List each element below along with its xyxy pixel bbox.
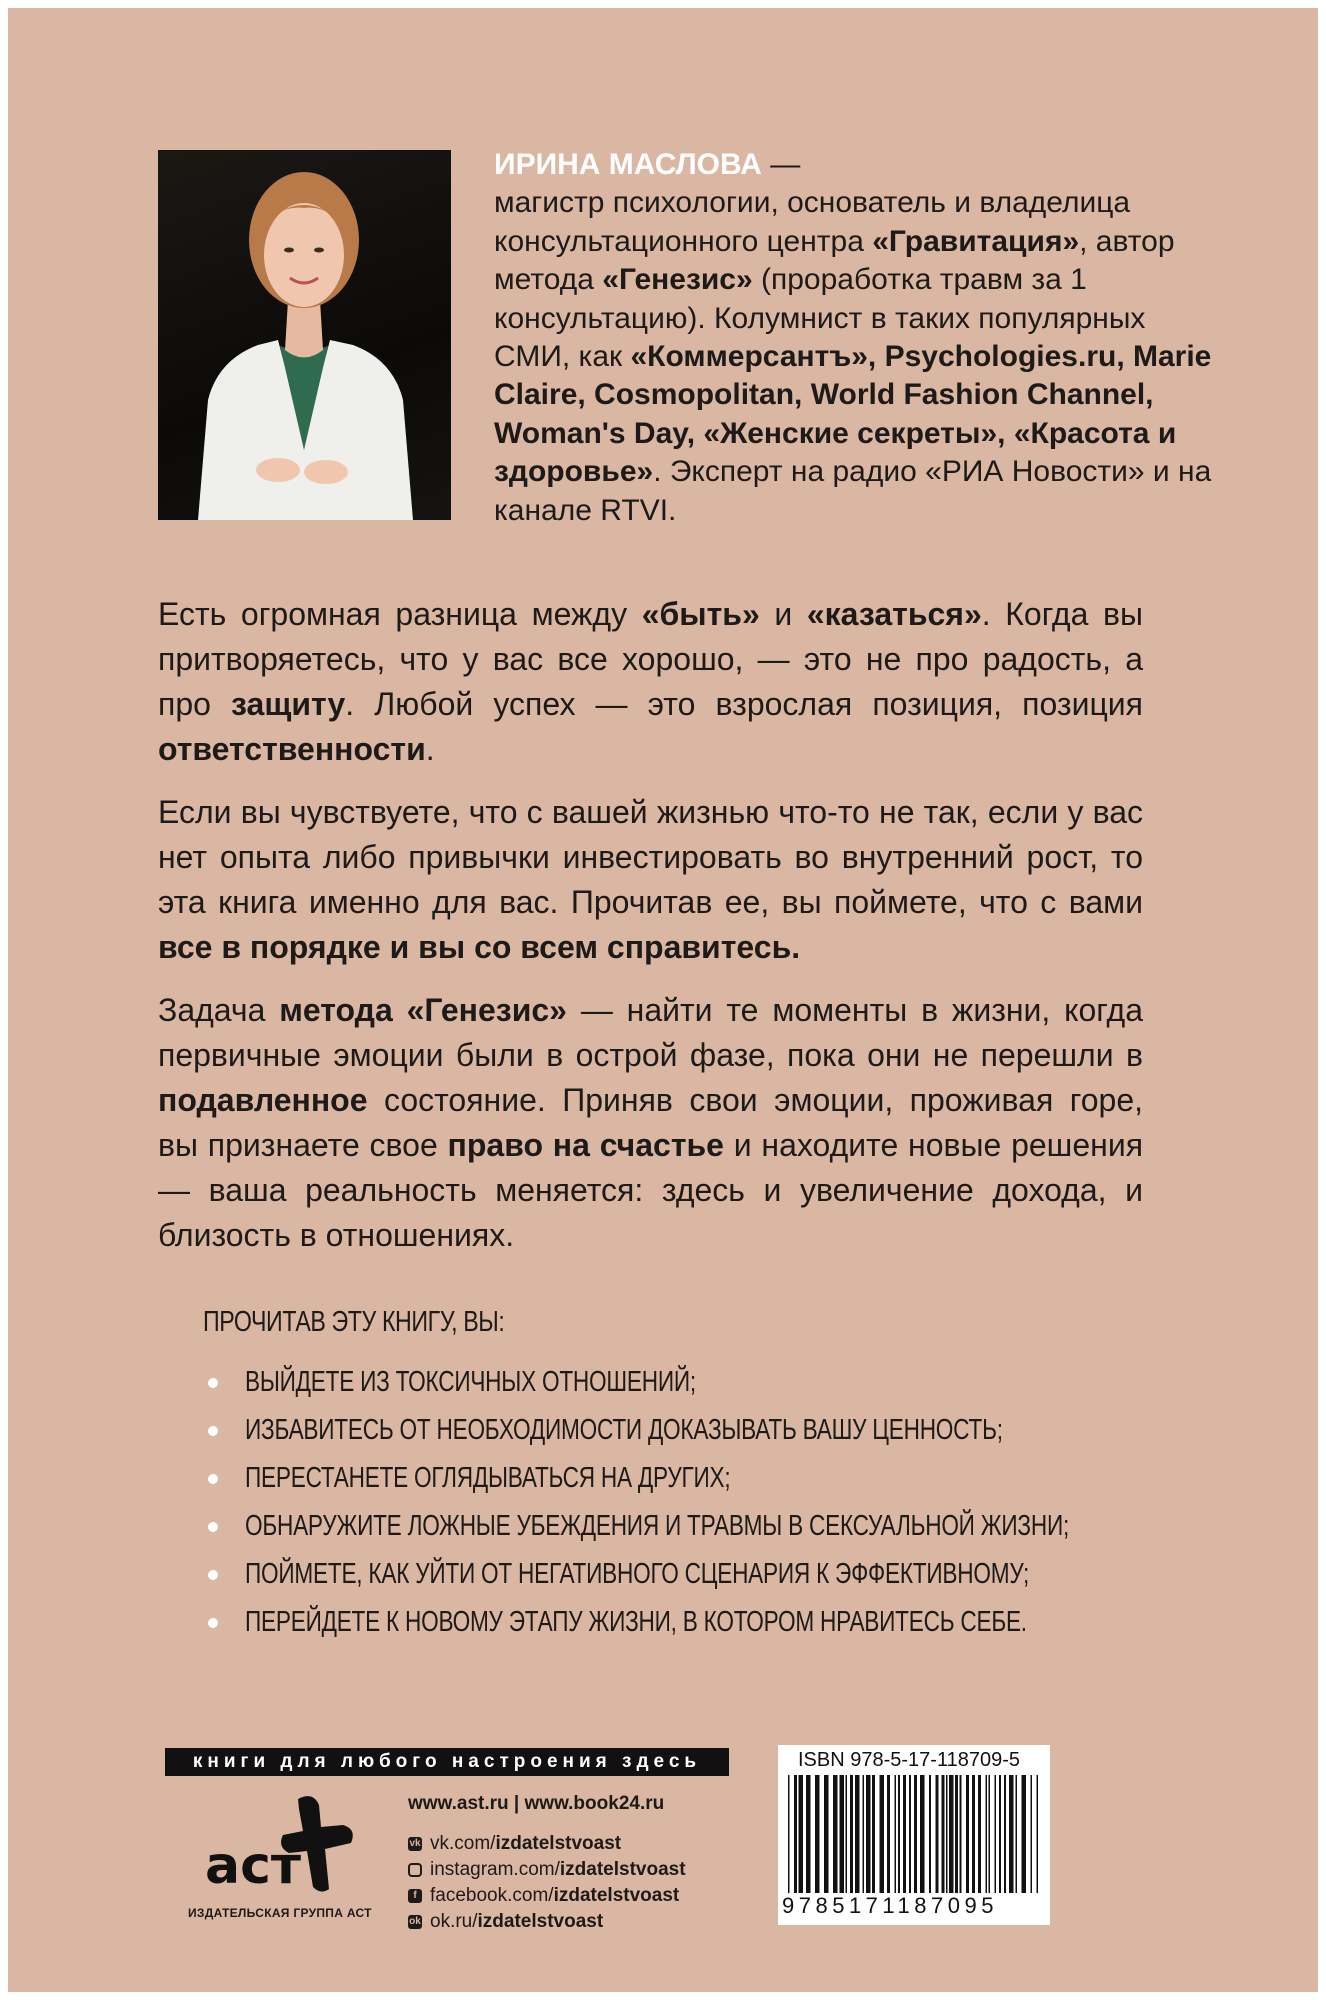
paragraph-2-run-1: все в порядке и вы со всем справитесь. <box>158 929 801 965</box>
barcode-bar <box>806 1775 811 1893</box>
author-photo <box>158 150 451 520</box>
barcode-bar <box>972 1775 975 1893</box>
barcode-bar <box>909 1775 911 1893</box>
barcode-bar <box>903 1775 906 1893</box>
social-link[interactable] <box>408 1831 686 1857</box>
paragraph-1-run-8: . <box>425 731 435 767</box>
barcode-bar <box>920 1775 925 1893</box>
barcode-bar <box>895 1775 897 1893</box>
barcode-bar <box>942 1775 945 1893</box>
author-portrait-illustration <box>158 150 451 520</box>
barcode-bar <box>1037 1775 1039 1893</box>
paragraph-2-run-0: Если вы чувствуете, что с вашей жизнью что-то не так, если у вас нет опыта либо привычки инвестировать во внутренний рост, то эта книга именно для вас. Прочитав ее, вы поймете, что с вами <box>158 794 1143 920</box>
paragraph-1-run-4: . Когда вы притворяетесь, что у вас все хорошо, — это не про радость, а про <box>158 596 1144 722</box>
barcode-bar <box>986 1775 988 1893</box>
bio-run-4: (проработка травм за 1 консультацию). Колумнист в таких популярных СМИ, как <box>494 263 1146 374</box>
barcode-bar <box>840 1775 845 1893</box>
paragraph-3-run-1: метода «Генезис» <box>279 992 567 1028</box>
barcode-bar <box>788 1775 790 1893</box>
barcode-bar <box>946 1775 948 1893</box>
bullet-icon <box>208 1618 218 1628</box>
paragraph-3-run-3: подавленное <box>158 1082 368 1118</box>
book-back-cover <box>8 8 1318 1992</box>
barcode-bar <box>936 1775 939 1893</box>
instagram-icon <box>408 1863 422 1877</box>
isbn-label: ISBN 978-5-17-118709-5 <box>798 1749 1020 1771</box>
barcode-digits: 9785171187095 <box>782 1893 998 1918</box>
paragraph-3-run-2: — найти те моменты в жизни, когда первичные эмоции были в острой фазе, пока они не перешли в <box>158 992 1144 1073</box>
paragraph-3-run-4: состояние. Приняв свои эмоции, проживая горе, вы признаете свое <box>158 1082 1143 1163</box>
barcode-bar <box>1016 1775 1018 1893</box>
barcode-bar <box>999 1775 1001 1893</box>
paragraph-1-run-3: «казаться» <box>806 596 982 632</box>
benefit-text: ОБНАРУЖИТЕ ЛОЖНЫЕ УБЕЖДЕНИЯ И ТРАВМЫ В СЕКСУАЛЬНОЙ ЖИЗНИ; <box>245 1510 1070 1542</box>
facebook-icon: f <box>408 1889 422 1903</box>
barcode-bar <box>1004 1775 1006 1893</box>
barcode-bar <box>1022 1775 1027 1893</box>
social-handle: izdatelstvoast <box>495 1833 622 1854</box>
bio-run-3: «Генезис» <box>602 263 753 297</box>
barcode-bar <box>1009 1775 1014 1893</box>
barcode-bar <box>989 1775 991 1893</box>
paragraph-3-run-5: право на счастье <box>447 1127 724 1163</box>
social-link[interactable] <box>408 1909 686 1935</box>
ast-logo <box>203 1791 363 1896</box>
barcode-bar <box>880 1775 885 1893</box>
barcode-bar <box>1031 1775 1033 1893</box>
social-link[interactable] <box>408 1857 686 1883</box>
publisher-social-links <box>408 1831 686 1935</box>
barcode-bar <box>966 1775 969 1893</box>
barcode-bar <box>815 1775 820 1893</box>
benefits-title: ПРОЧИТАВ ЭТУ КНИГУ, ВЫ: <box>203 1306 505 1338</box>
publisher-group-label: ИЗДАТЕЛЬСКАЯ ГРУППА АСТ <box>188 1906 372 1920</box>
barcode-bar <box>949 1775 954 1893</box>
publisher-websites[interactable]: www.ast.ru | www.book24.ru <box>408 1793 665 1814</box>
bio-run-6: . Эксперт на радио «РИА Новости» и на канале RTVI. <box>494 455 1212 527</box>
description-paragraph-2 <box>158 790 1143 970</box>
barcode-bar <box>824 1775 829 1893</box>
paragraph-1-run-6: . Любой успех — это взрослая позиция, позиция <box>345 686 1144 722</box>
bullet-icon <box>208 1426 218 1436</box>
barcode-bar <box>978 1775 981 1893</box>
social-handle: izdatelstvoast <box>559 1859 686 1880</box>
vk-icon: vk <box>409 1838 421 1849</box>
barcode-bar <box>850 1775 853 1893</box>
barcode-bar <box>855 1775 860 1893</box>
social-domain: vk.com/ <box>430 1833 496 1854</box>
barcode-bar <box>866 1775 871 1893</box>
barcode-bar <box>929 1775 931 1893</box>
author-name-dash: — <box>761 148 801 181</box>
benefit-text: ПЕРЕСТАНЕТЕ ОГЛЯДЫВАТЬСЯ НА ДРУГИХ; <box>245 1462 731 1494</box>
social-domain: ok.ru/ <box>430 1911 478 1932</box>
bio-run-1: «Гравитация» <box>872 224 1080 258</box>
barcode-bar <box>914 1775 917 1893</box>
benefit-text: ПОЙМЕТЕ, КАК УЙТИ ОТ НЕГАТИВНОГО СЦЕНАРИЯ К ЭФФЕКТИВНОМУ; <box>245 1558 1030 1590</box>
bullet-icon <box>208 1570 218 1580</box>
barcode-bar <box>799 1775 804 1893</box>
benefit-text: ПЕРЕЙДЕТЕ К НОВОМУ ЭТАПУ ЖИЗНИ, В КОТОРОМ НРАВИТЕСЬ СЕБЕ. <box>245 1606 1027 1638</box>
barcode-bar <box>846 1775 848 1893</box>
ok-icon: ok <box>409 1916 421 1927</box>
bio-run-2: , автор метода <box>494 224 1175 297</box>
barcode-bar <box>872 1775 875 1893</box>
barcode-bar <box>960 1775 962 1893</box>
social-handle: izdatelstvoast <box>553 1885 680 1906</box>
barcode-bar <box>887 1775 890 1893</box>
bio-run-5: «Коммерсантъ», Psychologies.ru, Marie Claire, Cosmopolitan, World Fashion Channel, Woman's Day, «Женские секреты», «Красота и здоровье» <box>494 340 1212 489</box>
benefit-text: ВЫЙДЕТЕ ИЗ ТОКСИЧНЫХ ОТНОШЕНИЙ; <box>245 1366 696 1398</box>
isbn-barcode-block <box>778 1745 1050 1925</box>
publisher-tagline: книги для любого настроения здесь <box>165 1748 729 1776</box>
barcode-bar <box>898 1775 900 1893</box>
paragraph-1-run-5: защиту <box>231 686 346 722</box>
bullet-icon <box>208 1474 218 1484</box>
benefit-text: ИЗБАВИТЕСЬ ОТ НЕОБХОДИМОСТИ ДОКАЗЫВАТЬ ВАШУ ЦЕННОСТЬ; <box>245 1414 1003 1446</box>
paragraph-3-run-6: и находите новые решения — ваша реальность меняется: здесь и увеличение дохода, и близость в отношениях. <box>158 1127 1144 1253</box>
barcode-bar <box>995 1775 997 1893</box>
paragraph-1-run-1: «быть» <box>641 596 760 632</box>
paragraph-3-run-0: Задача <box>158 992 280 1028</box>
description-paragraph-1 <box>158 592 1143 772</box>
description-paragraph-3 <box>158 988 1143 1258</box>
author-bio <box>494 146 1214 530</box>
barcode-bar <box>794 1775 797 1893</box>
barcode-bar <box>955 1775 958 1893</box>
author-bio-text <box>494 186 1211 526</box>
social-domain: facebook.com/ <box>430 1885 554 1906</box>
social-link[interactable] <box>408 1883 686 1909</box>
bullet-icon <box>208 1378 218 1388</box>
paragraph-1-run-7: ответственности <box>158 731 426 767</box>
author-name: ИРИНА МАСЛОВА <box>494 148 762 181</box>
paragraph-1-run-2: и <box>759 596 807 632</box>
bio-run-0: магистр психологии, основатель и владелица консультационного центра <box>494 186 1131 258</box>
barcode-bar <box>863 1775 865 1893</box>
bullet-icon <box>208 1522 218 1532</box>
barcode-bar <box>833 1775 838 1893</box>
ast-logo-text: аст <box>205 1836 302 1896</box>
barcode <box>784 1775 1044 1893</box>
social-domain: instagram.com/ <box>430 1859 560 1880</box>
social-handle: izdatelstvoast <box>477 1911 604 1932</box>
paragraph-1-run-0: Есть огромная разница между <box>158 596 642 632</box>
